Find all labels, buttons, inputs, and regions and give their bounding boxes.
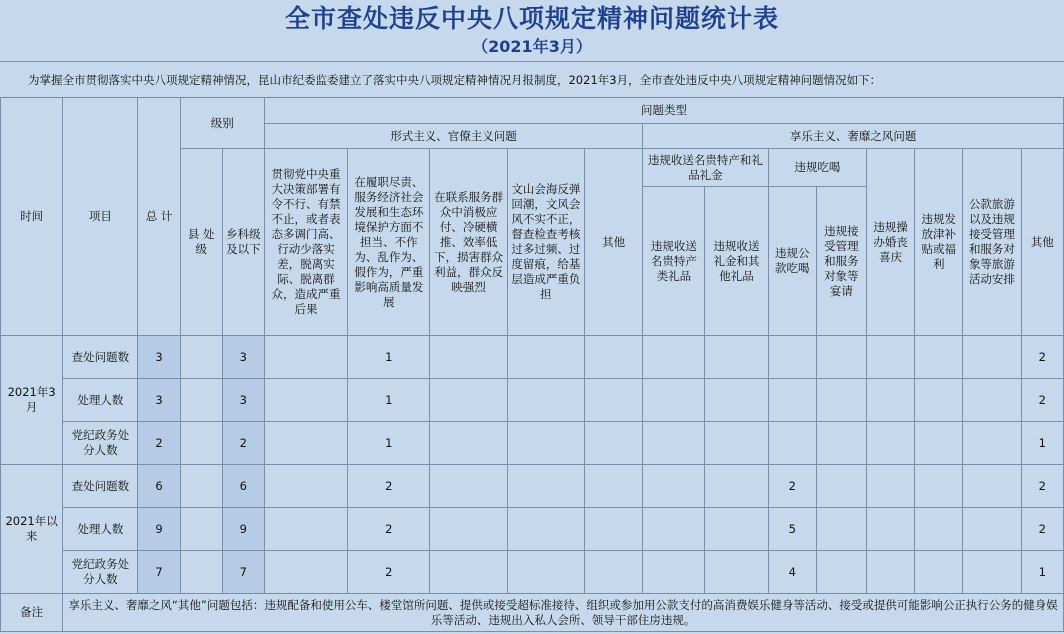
- value-cell-h3: 5: [768, 508, 816, 551]
- value-cell-township: 6: [222, 465, 264, 508]
- value-cell-f4: [507, 336, 584, 379]
- value-cell-h6: [915, 336, 963, 379]
- header-gifts-group: 违规收送名贵特产和礼品礼金: [643, 149, 768, 187]
- value-cell-h1: [643, 551, 705, 594]
- value-cell-h4: [816, 336, 866, 379]
- value-cell-total: 9: [138, 508, 180, 551]
- item-cell: 处理人数: [63, 508, 138, 551]
- table-row: [1, 336, 1064, 379]
- value-cell-f_other: [585, 336, 643, 379]
- header-hedonism-7: 公款旅游以及违规接受管理和服务对象等旅游活动安排: [963, 149, 1021, 336]
- header-hedonism-2: 违规收送礼金和其他礼品: [705, 187, 768, 336]
- value-cell-f_other: [585, 422, 643, 465]
- period-cell: 2021年以来: [1, 465, 63, 594]
- value-cell-township: 3: [222, 336, 264, 379]
- value-cell-h4: [816, 422, 866, 465]
- value-cell-h5: [867, 508, 915, 551]
- value-cell-h3: [768, 422, 816, 465]
- value-cell-h6: [915, 379, 963, 422]
- value-cell-h5: [867, 422, 915, 465]
- value-cell-f3: [430, 422, 507, 465]
- note-label: 备注: [1, 594, 63, 632]
- value-cell-total: 3: [138, 379, 180, 422]
- value-cell-f2: 2: [348, 508, 430, 551]
- value-cell-h6: [915, 422, 963, 465]
- value-cell-h_other: 2: [1021, 336, 1063, 379]
- header-level: 级别: [180, 98, 264, 149]
- value-cell-h5: [867, 551, 915, 594]
- value-cell-f3: [430, 336, 507, 379]
- value-cell-township: 7: [222, 551, 264, 594]
- value-cell-h_other: 1: [1021, 422, 1063, 465]
- value-cell-county: [180, 508, 222, 551]
- value-cell-h3: 2: [768, 465, 816, 508]
- value-cell-h_other: 2: [1021, 379, 1063, 422]
- value-cell-h7: [963, 508, 1021, 551]
- item-cell: 党纪政务处分人数: [63, 551, 138, 594]
- intro-text: 为掌握全市贯彻落实中央八项规定精神情况，昆山市纪委监委建立了落实中央八项规定精神情况月报制度，2021年3月，全市查处违反中央八项规定精神问题情况如下：: [0, 61, 1064, 98]
- header-hedonism-4: 违规接受管理和服务对象等宴请: [816, 187, 866, 336]
- value-cell-f2: 1: [348, 336, 430, 379]
- value-cell-county: [180, 336, 222, 379]
- value-cell-h6: [915, 551, 963, 594]
- title-band: [0, 0, 1064, 61]
- value-cell-f3: [430, 551, 507, 594]
- value-cell-h1: [643, 508, 705, 551]
- header-formalism-other: 其他: [585, 149, 643, 336]
- value-cell-h_other: 1: [1021, 551, 1063, 594]
- value-cell-f3: [430, 508, 507, 551]
- value-cell-f1: [264, 336, 347, 379]
- value-cell-county: [180, 379, 222, 422]
- header-formalism-1: 贯彻党中央重大决策部署有令不行、有禁不止，或者表态多调门高、行动少落实差，脱离实际、脱离群众，造成严重后果: [264, 149, 347, 336]
- value-cell-f_other: [585, 508, 643, 551]
- value-cell-county: [180, 422, 222, 465]
- value-cell-f4: [507, 508, 584, 551]
- header-total: 总 计: [138, 98, 180, 336]
- value-cell-f_other: [585, 465, 643, 508]
- item-cell: 党纪政务处分人数: [63, 422, 138, 465]
- value-cell-township: 9: [222, 508, 264, 551]
- table-row: [1, 551, 1064, 594]
- value-cell-h2: [705, 422, 768, 465]
- value-cell-h4: [816, 465, 866, 508]
- value-cell-h2: [705, 336, 768, 379]
- value-cell-total: 2: [138, 422, 180, 465]
- value-cell-f2: 2: [348, 465, 430, 508]
- report-subtitle: （2021年3月）: [472, 37, 592, 56]
- value-cell-h2: [705, 465, 768, 508]
- value-cell-h7: [963, 422, 1021, 465]
- value-cell-h3: 4: [768, 551, 816, 594]
- value-cell-h3: [768, 336, 816, 379]
- value-cell-f1: [264, 551, 347, 594]
- header-dining-group: 违规吃喝: [768, 149, 866, 187]
- value-cell-h1: [643, 465, 705, 508]
- value-cell-f_other: [585, 379, 643, 422]
- value-cell-h1: [643, 336, 705, 379]
- item-cell: 处理人数: [63, 379, 138, 422]
- table-row: [1, 508, 1064, 551]
- value-cell-h5: [867, 336, 915, 379]
- value-cell-h4: [816, 379, 866, 422]
- header-formalism-4: 文山会海反弹回潮，文风会风不实不正，督查检查考核过多过频、过度留痕，给基层造成严重负担: [507, 149, 584, 336]
- table-row: [1, 422, 1064, 465]
- value-cell-f3: [430, 465, 507, 508]
- value-cell-h7: [963, 379, 1021, 422]
- header-formalism-3: 在联系服务群众中消极应付、冷硬横推、效率低下，损害群众利益，群众反映强烈: [430, 149, 507, 336]
- value-cell-h3: [768, 379, 816, 422]
- value-cell-f4: [507, 422, 584, 465]
- report-title: 全市查处违反中央八项规定精神问题统计表: [284, 4, 779, 33]
- header-hedonism-5: 违规操办婚丧喜庆: [867, 149, 915, 336]
- header-hedonism-6: 违规发放津补贴或福利: [915, 149, 963, 336]
- header-county-level: 县 处级: [180, 149, 222, 336]
- period-cell: 2021年3月: [1, 336, 63, 465]
- value-cell-f1: [264, 465, 347, 508]
- value-cell-county: [180, 551, 222, 594]
- item-cell: 查处问题数: [63, 465, 138, 508]
- value-cell-h4: [816, 551, 866, 594]
- value-cell-f_other: [585, 551, 643, 594]
- value-cell-f3: [430, 379, 507, 422]
- value-cell-total: 6: [138, 465, 180, 508]
- header-hedonism-3: 违规公款吃喝: [768, 187, 816, 336]
- header-hedonism-other: 其他: [1021, 149, 1063, 336]
- value-cell-f1: [264, 422, 347, 465]
- value-cell-h1: [643, 422, 705, 465]
- item-cell: 查处问题数: [63, 336, 138, 379]
- statistics-table: [0, 97, 1064, 632]
- header-problem-type: 问题类型: [264, 98, 1063, 124]
- value-cell-h7: [963, 465, 1021, 508]
- value-cell-h1: [643, 379, 705, 422]
- value-cell-f1: [264, 379, 347, 422]
- value-cell-h2: [705, 508, 768, 551]
- value-cell-f2: 1: [348, 379, 430, 422]
- table-row: [1, 379, 1064, 422]
- value-cell-f4: [507, 551, 584, 594]
- header-time: 时间: [1, 98, 63, 336]
- value-cell-township: 3: [222, 379, 264, 422]
- value-cell-h6: [915, 465, 963, 508]
- value-cell-h5: [867, 465, 915, 508]
- value-cell-township: 2: [222, 422, 264, 465]
- header-formalism-2: 在履职尽责、服务经济社会发展和生态环境保护方面不担当、不作为、乱作为、假作为，严重影响高质量发展: [348, 149, 430, 336]
- header-item: 项目: [63, 98, 138, 336]
- table-row: [1, 465, 1064, 508]
- value-cell-h7: [963, 551, 1021, 594]
- value-cell-f4: [507, 465, 584, 508]
- value-cell-h2: [705, 379, 768, 422]
- value-cell-h4: [816, 508, 866, 551]
- value-cell-h_other: 2: [1021, 465, 1063, 508]
- note-text: 享乐主义、奢靡之风“其他”问题包括：违规配备和使用公车、楼堂馆所问题、提供或接受超标准接待、组织或参加用公款支付的高消费娱乐健身等活动、接受或提供可能影响公正执行公务的健身娱乐等活动、违规出入私人会所、领导干部住房违规。: [63, 594, 1064, 632]
- header-township-level: 乡科级及以下: [222, 149, 264, 336]
- value-cell-county: [180, 465, 222, 508]
- table-body: [1, 336, 1064, 594]
- value-cell-f2: 1: [348, 422, 430, 465]
- value-cell-h7: [963, 336, 1021, 379]
- value-cell-h_other: 2: [1021, 508, 1063, 551]
- value-cell-h5: [867, 379, 915, 422]
- value-cell-h6: [915, 508, 963, 551]
- value-cell-f1: [264, 508, 347, 551]
- value-cell-h2: [705, 551, 768, 594]
- value-cell-f4: [507, 379, 584, 422]
- value-cell-total: 7: [138, 551, 180, 594]
- header-formalism: 形式主义、官僚主义问题: [264, 124, 642, 149]
- header-hedonism: 享乐主义、奢靡之风问题: [643, 124, 1064, 149]
- header-hedonism-1: 违规收送名贵特产类礼品: [643, 187, 705, 336]
- value-cell-f2: 2: [348, 551, 430, 594]
- value-cell-total: 3: [138, 336, 180, 379]
